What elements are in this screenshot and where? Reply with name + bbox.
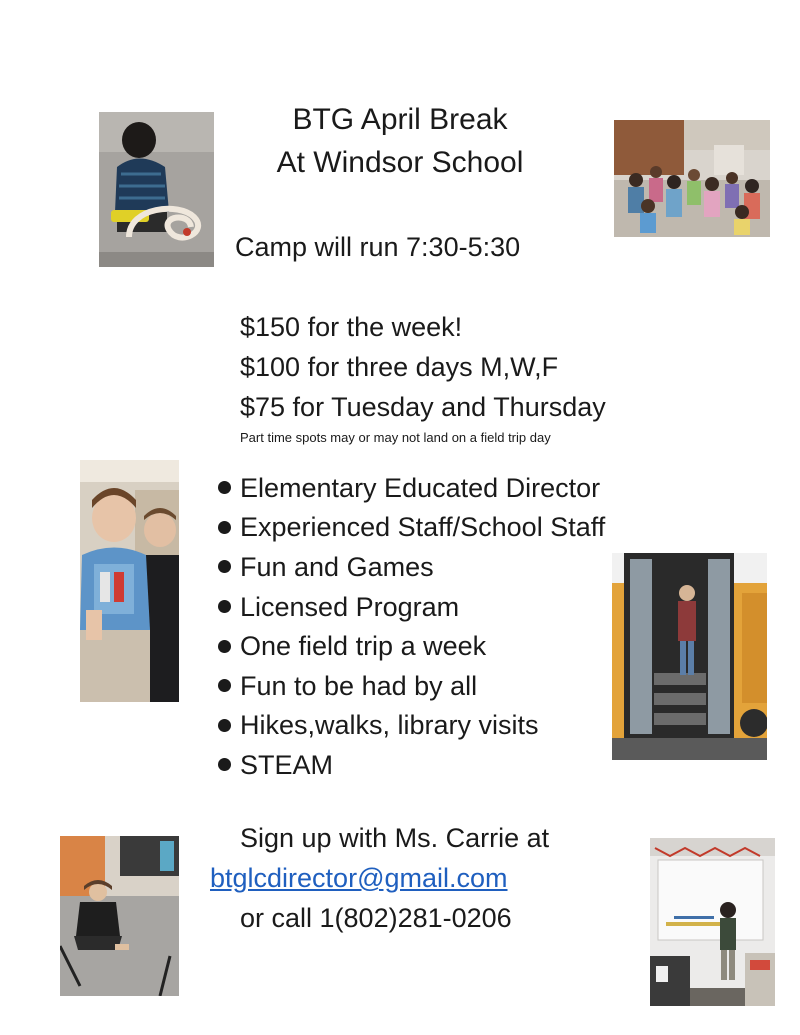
bullet-icon xyxy=(218,560,231,573)
signup-text: Sign up with Ms. Carrie at xyxy=(240,823,550,853)
bullet-icon xyxy=(218,521,231,534)
child-building-toy-photo xyxy=(99,112,214,267)
price-tue-thu: $75 for Tuesday and Thursday xyxy=(240,392,606,422)
feature-item: Fun to be had by all xyxy=(218,666,605,706)
bullet-icon xyxy=(218,640,231,653)
school-bus-door-photo xyxy=(612,553,767,760)
child-sitting-floor-photo xyxy=(60,836,179,996)
feature-item: Hikes,walks, library visits xyxy=(218,706,605,746)
flyer-title-line-2: At Windsor School xyxy=(276,146,524,179)
bullet-icon xyxy=(218,600,231,613)
bullet-icon xyxy=(218,758,231,771)
feature-item: Elementary Educated Director xyxy=(218,468,605,508)
email-link[interactable]: btglcdirector@gmail.com xyxy=(210,863,508,893)
feature-item: STEAM xyxy=(218,745,605,785)
feature-item: Fun and Games xyxy=(218,547,605,587)
bullet-icon xyxy=(218,679,231,692)
bullet-icon xyxy=(218,719,231,732)
feature-item: Experienced Staff/School Staff xyxy=(218,508,605,548)
feature-list xyxy=(218,468,605,785)
price-three-days: $100 for three days M,W,F xyxy=(240,352,559,382)
children-classroom-photo xyxy=(614,120,770,237)
flyer-title-line-1: BTG April Break xyxy=(292,103,508,136)
bullet-icon xyxy=(218,481,231,494)
pricing-note: Part time spots may or may not land on a field trip day xyxy=(240,430,551,445)
child-at-whiteboard-photo xyxy=(650,838,775,1006)
phone-text: or call 1(802)281-0206 xyxy=(240,903,512,933)
feature-item: Licensed Program xyxy=(218,587,605,627)
camp-hours: Camp will run 7:30-5:30 xyxy=(235,232,521,262)
boys-standing-photo xyxy=(80,460,179,702)
price-week: $150 for the week! xyxy=(240,312,463,342)
feature-item: One field trip a week xyxy=(218,626,605,666)
